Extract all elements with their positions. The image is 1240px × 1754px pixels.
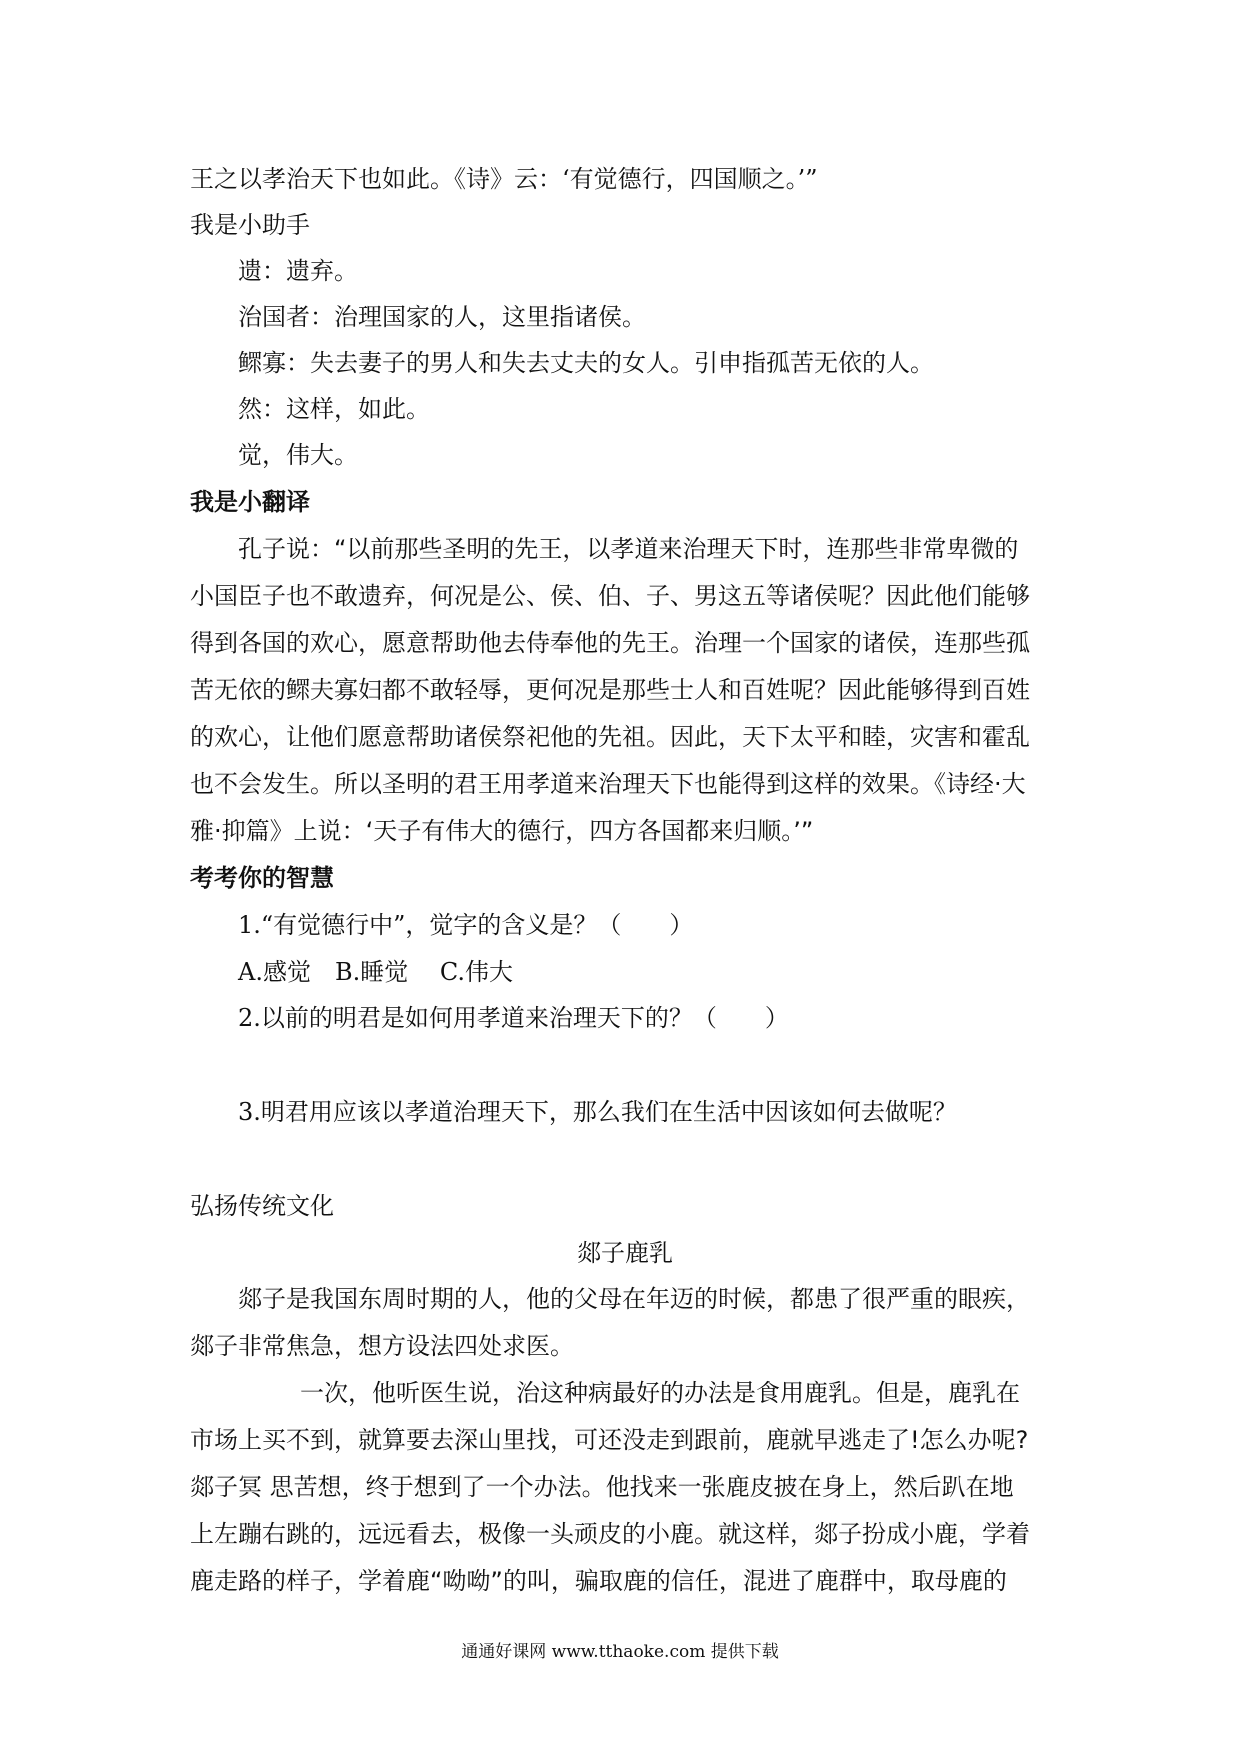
translation-line-7: 雅·抑篇》上说：‘天子有伟大的德行，四方各国都来归顺。’” — [190, 817, 814, 845]
classic-text-last-line: 王之以孝治天下也如此。《诗》云：‘有觉德行，四国顺之。’” — [190, 165, 818, 193]
helper-note-1: 遗：遗弃。 — [238, 257, 358, 285]
helper-note-2: 治国者：治理国家的人，这里指诸侯。 — [238, 303, 646, 331]
quiz-question-1: 1.“有觉德行中”，觉字的含义是？（ ） — [238, 911, 694, 939]
helper-note-5: 觉，伟大。 — [238, 441, 358, 469]
story-line-7: 鹿走路的样子，学着鹿“呦呦”的叫，骗取鹿的信任，混进了鹿群中，取母鹿的 — [190, 1567, 1007, 1595]
translation-line-6: 也不会发生。所以圣明的君王用孝道来治理天下也能得到这样的效果。《诗经·大 — [190, 770, 1026, 798]
translation-line-4: 苦无依的鳏夫寡妇都不敢轻辱，更何况是那些士人和百姓呢？因此能够得到百姓 — [190, 676, 1030, 704]
translation-line-5: 的欢心，让他们愿意帮助诸侯祭祀他的先祖。因此，天下太平和睦，灾害和霍乱 — [190, 723, 1030, 751]
story-line-6: 上左蹦右跳的，远远看去，极像一头顽皮的小鹿。就这样，郯子扮成小鹿，学着 — [190, 1520, 1030, 1548]
story-line-4: 市场上买不到，就算要去深山里找，可还没走到跟前，鹿就早逃走了!怎么办呢? — [190, 1426, 1029, 1454]
helper-heading: 我是小助手 — [190, 211, 310, 239]
story-line-3: 一次，他听医生说，治这种病最好的办法是食用鹿乳。但是，鹿乳在 — [300, 1379, 1020, 1407]
quiz-heading: 考考你的智慧 — [190, 864, 334, 892]
quiz-question-3: 3.明君用应该以孝道治理天下，那么我们在生活中因该如何去做呢？ — [238, 1098, 957, 1126]
translation-line-1: 孔子说：“以前那些圣明的先王，以孝道来治理天下时，连那些非常卑微的 — [238, 535, 1019, 563]
culture-heading: 弘扬传统文化 — [190, 1192, 334, 1220]
quiz-question-2: 2.以前的明君是如何用孝道来治理天下的？（ ） — [238, 1004, 789, 1032]
translation-heading: 我是小翻译 — [190, 488, 310, 516]
helper-note-3: 鳏寡：失去妻子的男人和失去丈夫的女人。引申指孤苦无依的人。 — [238, 349, 934, 377]
quiz-question-1-options: A.感觉 B.睡觉 C.伟大 — [238, 958, 513, 986]
helper-note-4: 然：这样，如此。 — [238, 395, 430, 423]
story-line-2: 郯子非常焦急，想方设法四处求医。 — [190, 1332, 574, 1360]
translation-line-2: 小国臣子也不敢遗弃，何况是公、侯、伯、子、男这五等诸侯呢？因此他们能够 — [190, 582, 1030, 610]
story-title: 郯子鹿乳 — [577, 1239, 673, 1267]
translation-line-3: 得到各国的欢心，愿意帮助他去侍奉他的先王。治理一个国家的诸侯，连那些孤 — [190, 629, 1030, 657]
story-line-1: 郯子是我国东周时期的人，他的父母在年迈的时候，都患了很严重的眼疾， — [238, 1285, 1030, 1313]
page-footer: 通通好课网 www.tthaoke.com 提供下载 — [461, 1642, 779, 1662]
story-line-5: 郯子冥 思苦想，终于想到了一个办法。他找来一张鹿皮披在身上，然后趴在地 — [190, 1473, 1014, 1501]
